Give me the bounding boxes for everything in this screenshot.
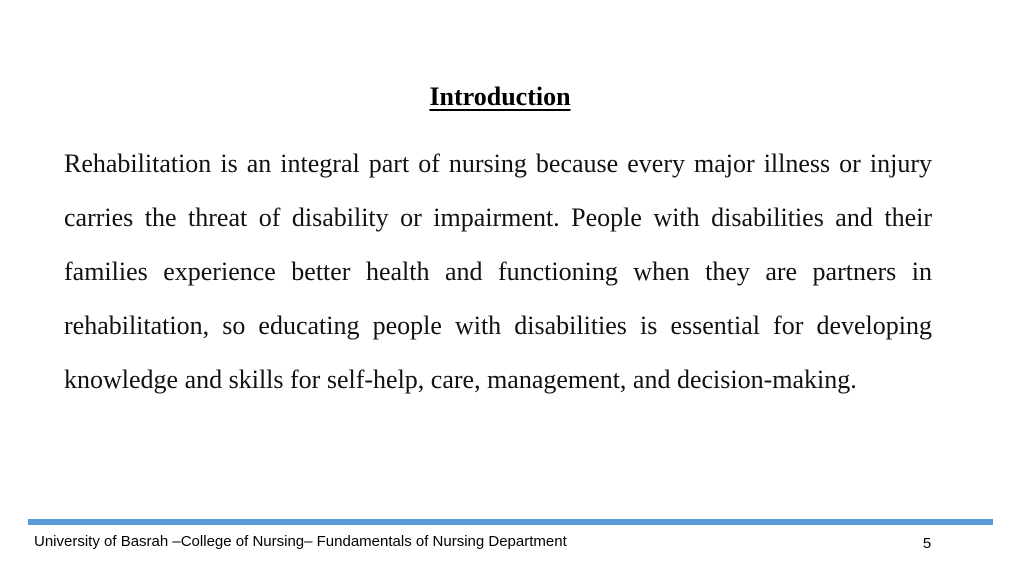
page-number: 5: [922, 535, 932, 552]
slide-title: [0, 82, 1000, 112]
footer-text: University of Basrah –College of Nursing– Fundamentals of Nursing Department: [34, 533, 567, 550]
slide-title-text: Introduction: [429, 82, 571, 111]
footer-divider: [28, 519, 993, 525]
slide-body-text: Rehabilitation is an integral part of nursing because every major illness or injury carries the threat of disability or impairment. People with disabilities and their families experience better health and functioning when they are partners in rehabilitation, so educating people with disabilities is essential for developing knowledge and skills for self-help, care, management, and decision-making.: [64, 149, 932, 394]
